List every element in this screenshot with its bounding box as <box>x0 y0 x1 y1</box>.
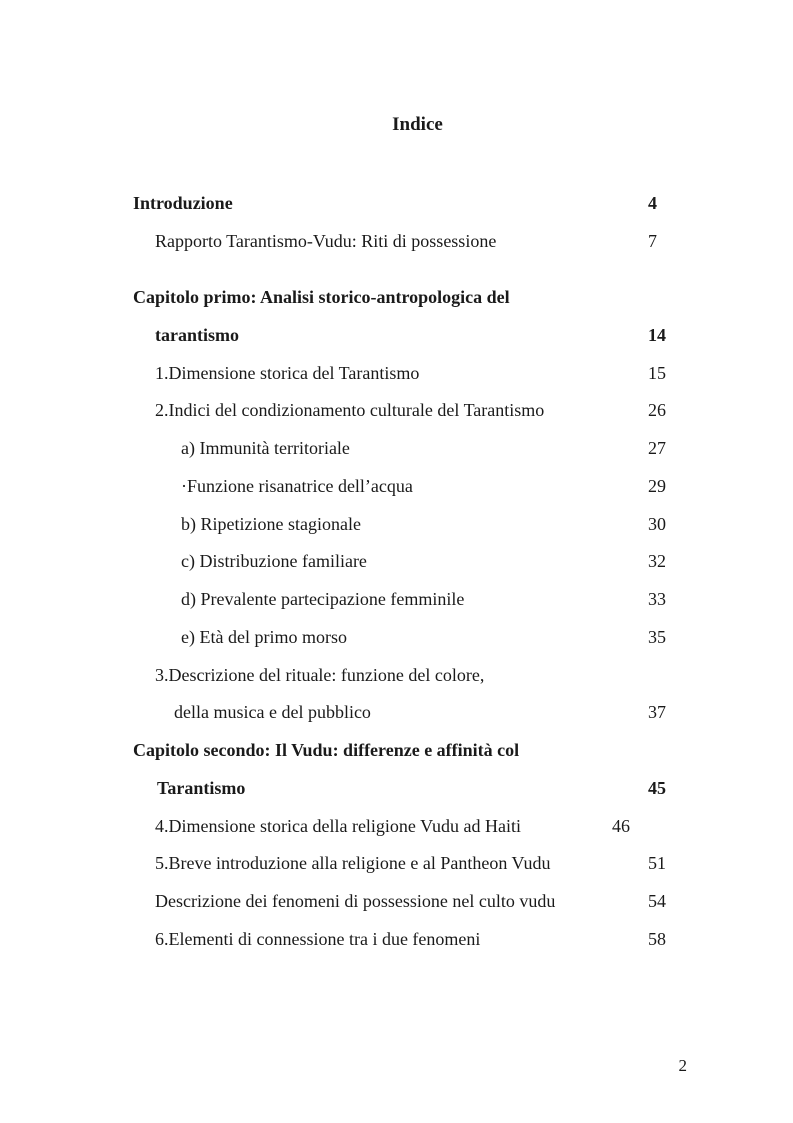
toc-entry-text: a) Immunità territoriale <box>181 438 350 458</box>
toc-entry-page: 33 <box>648 589 666 609</box>
toc-entry-page: 46 <box>612 816 630 836</box>
toc-entry-page: 14 <box>648 325 666 345</box>
toc-entry-text: Rapporto Tarantismo-Vudu: Riti di possessione <box>155 231 497 251</box>
toc-entry-page: 7 <box>648 231 657 251</box>
toc-entry <box>0 190 793 216</box>
toc-entry-text: ·Funzione risanatrice dell’acqua <box>181 476 413 496</box>
toc-entry-text: Introduzione <box>133 193 233 213</box>
toc-entry-text: 3.Descrizione del rituale: funzione del colore, <box>155 665 485 685</box>
toc-entry-page: 37 <box>648 702 666 722</box>
toc-entry <box>0 397 793 423</box>
toc-entry-page: 27 <box>648 438 666 458</box>
toc-entry <box>0 511 793 537</box>
toc-entry <box>0 284 793 310</box>
toc-entry <box>0 360 793 386</box>
toc-entry-text: 2.Indici del condizionamento culturale del Tarantismo <box>155 400 545 420</box>
toc-entry-text: Tarantismo <box>157 778 246 798</box>
toc-entry <box>0 473 793 499</box>
toc-entry-page: 58 <box>648 929 666 949</box>
toc-entry-text: d) Prevalente partecipazione femminile <box>181 589 465 609</box>
toc-entry-text: Capitolo primo: Analisi storico-antropologica del <box>133 287 510 307</box>
page-number: 2 <box>678 1056 687 1075</box>
toc-entry-page: 26 <box>648 400 666 420</box>
toc-entry-page: 35 <box>648 627 666 647</box>
toc-entry-page: 54 <box>648 891 666 911</box>
toc-entry <box>0 322 793 348</box>
toc-entry-text: e) Età del primo morso <box>181 627 347 647</box>
toc-entry-text: c) Distribuzione familiare <box>181 551 367 571</box>
toc-entry-text: Descrizione dei fenomeni di possessione nel culto vudu <box>155 891 556 911</box>
toc-entry <box>0 435 793 461</box>
toc-entry-text: 5.Breve introduzione alla religione e al Pantheon Vudu <box>155 853 551 873</box>
toc-entry-text: tarantismo <box>155 325 239 345</box>
toc-entry <box>0 624 793 650</box>
toc-entry <box>0 775 793 801</box>
toc-entry-page: 15 <box>648 363 666 383</box>
toc-entry-text: 6.Elementi di connessione tra i due fenomeni <box>155 929 481 949</box>
toc-entry-text: 1.Dimensione storica del Tarantismo <box>155 363 420 383</box>
toc-entry <box>0 888 793 914</box>
toc-entry <box>0 699 793 725</box>
toc-entry-text: della musica e del pubblico <box>174 702 371 722</box>
toc-entry <box>0 228 793 254</box>
toc-entry-page: 30 <box>648 514 666 534</box>
toc-entry <box>0 813 793 839</box>
toc-entry-page: 45 <box>648 778 666 798</box>
toc-entry-page: 51 <box>648 853 666 873</box>
toc-entry <box>0 850 793 876</box>
toc-entry-text: 4.Dimensione storica della religione Vudu ad Haiti <box>155 816 521 836</box>
toc-entry-page: 29 <box>648 476 666 496</box>
toc-entry-page: 4 <box>648 193 657 213</box>
toc-entry <box>0 662 793 688</box>
toc-entry <box>0 586 793 612</box>
toc-entry-text: Capitolo secondo: Il Vudu: differenze e affinità col <box>133 740 520 760</box>
toc-entry <box>0 926 793 952</box>
toc-entry-page: 32 <box>648 551 666 571</box>
toc-entry <box>0 548 793 574</box>
toc-entry <box>0 737 793 763</box>
page-title: Indice <box>392 114 443 135</box>
toc-entry-text: b) Ripetizione stagionale <box>181 514 361 534</box>
